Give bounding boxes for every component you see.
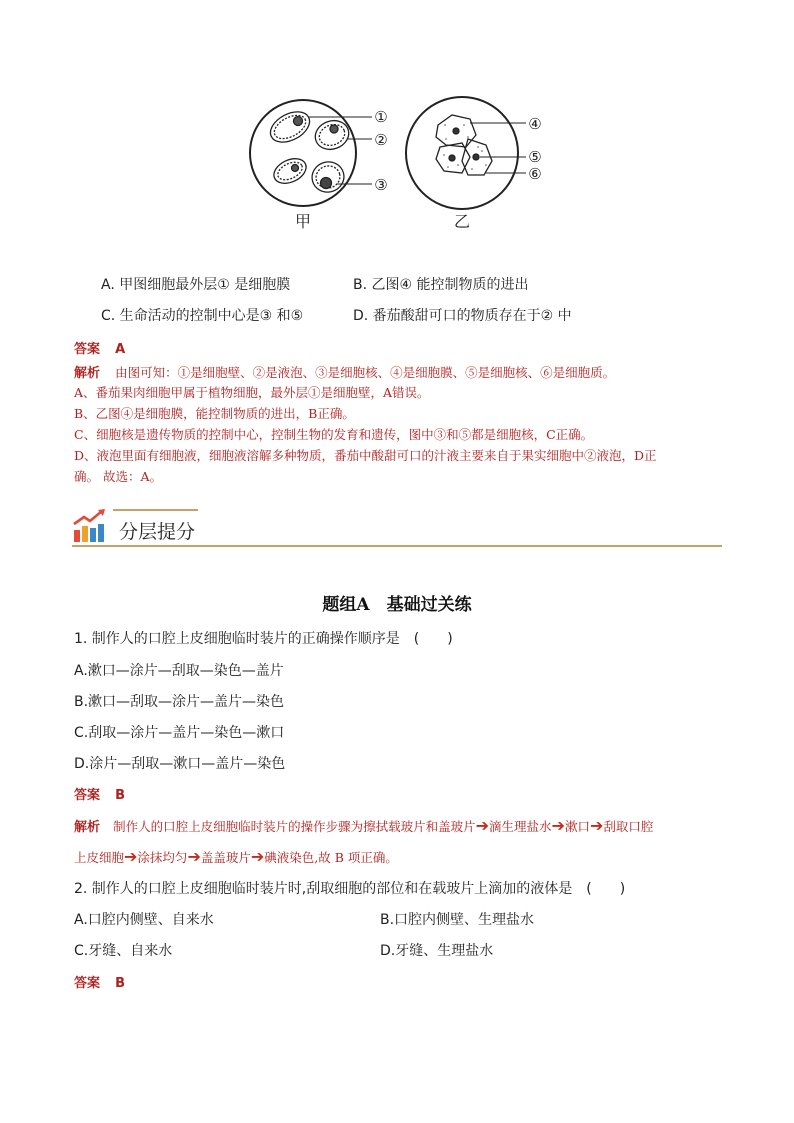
q1-option-b: B.漱口—刮取—涂片—盖片—染色 bbox=[74, 694, 285, 710]
answer-value: B bbox=[115, 788, 126, 803]
marker-4: ④ bbox=[528, 115, 542, 133]
human-cells bbox=[436, 115, 492, 175]
analysis-label: 解析 bbox=[74, 366, 101, 381]
marker-3: ③ bbox=[374, 176, 388, 194]
q0-option-c: C. 生命活动的控制中心是③ 和⑤ bbox=[101, 308, 304, 324]
q0-option-d: D. 番茄酸甜可口的物质存在于② 中 bbox=[353, 308, 572, 324]
analysis-text: 制作人的口腔上皮细胞临时装片的操作步骤为擦拭载玻片和盖玻片 bbox=[113, 819, 476, 834]
analysis-text: 碘液染色,故 B 项正确。 bbox=[264, 850, 398, 865]
arrow-icon: ➔ bbox=[187, 847, 201, 866]
cell-figure bbox=[240, 95, 560, 240]
analysis-text: 涂抹均匀 bbox=[137, 850, 188, 865]
q0-answer bbox=[74, 338, 125, 357]
q0-option-a: A. 甲图细胞最外层① 是细胞膜 bbox=[101, 277, 291, 293]
q2-option-d: D.牙缝、生理盐水 bbox=[380, 943, 494, 959]
analysis-line: 确。 故选：A。 bbox=[74, 469, 163, 484]
arrow-icon: ➔ bbox=[551, 816, 565, 835]
arrow-icon: ➔ bbox=[475, 816, 490, 835]
analysis-line: B、乙图④是细胞膜，能控制物质的进出，B正确。 bbox=[74, 406, 355, 421]
q2-answer bbox=[74, 972, 125, 991]
q2-stem: 2. 制作人的口腔上皮细胞临时装片时,刮取细胞的部位和在载玻片上滴加的液体是 ( ) bbox=[74, 881, 626, 897]
answer-value: B bbox=[115, 976, 126, 991]
q0-analysis bbox=[74, 362, 724, 488]
circle-jia bbox=[250, 100, 356, 206]
q1-answer bbox=[74, 784, 125, 803]
marker-2: ② bbox=[374, 131, 388, 149]
analysis-text: 盖盖玻片 bbox=[200, 850, 251, 865]
label-yi: 乙 bbox=[453, 212, 471, 231]
analysis-line: C、细胞核是遗传物质的控制中心，控制生物的发育和遗传，图中③和⑤都是细胞核，C正确。 bbox=[74, 427, 594, 442]
arrow-icon: ➔ bbox=[124, 847, 138, 866]
answer-label: 答案 bbox=[74, 342, 101, 357]
analysis-line: 由图可知：①是细胞壁、②是液泡、③是细胞核、④是细胞膜、⑤是细胞核、⑥是细胞质。 bbox=[115, 365, 616, 380]
section-bottom-rule bbox=[72, 545, 722, 547]
q1-option-a: A.漱口—涂片—刮取—染色—盖片 bbox=[74, 663, 284, 679]
answer-label: 答案 bbox=[74, 976, 101, 991]
plant-cells bbox=[265, 106, 352, 196]
analysis-text: 滴生理盐水 bbox=[489, 819, 552, 834]
arrow-icon: ➔ bbox=[250, 847, 265, 866]
q1-stem: 1. 制作人的口腔上皮细胞临时装片的正确操作顺序是 ( ) bbox=[74, 631, 453, 647]
q2-option-b: B.口腔内侧壁、生理盐水 bbox=[380, 912, 535, 928]
q1-option-c: C.刮取—涂片—盖片—染色—漱口 bbox=[74, 725, 285, 741]
q1-option-d: D.涂片—刮取—漱口—盖片—染色 bbox=[74, 756, 286, 772]
analysis-text: 漱口 bbox=[564, 819, 590, 834]
circle-yi bbox=[406, 97, 518, 209]
q1-analysis bbox=[74, 816, 724, 871]
label-jia: 甲 bbox=[294, 212, 312, 231]
group-title: 题组A 基础过关练 bbox=[322, 595, 472, 615]
analysis-text: 刮取口腔 bbox=[603, 819, 654, 834]
arrow-icon: ➔ bbox=[589, 816, 604, 835]
q0-option-b: B. 乙图④ 能控制物质的进出 bbox=[353, 277, 529, 293]
q2-option-a: A.口腔内侧壁、自来水 bbox=[74, 912, 214, 928]
answer-label: 答案 bbox=[74, 788, 101, 803]
analysis-text: 上皮细胞 bbox=[74, 850, 125, 865]
q2-option-c: C.牙缝、自来水 bbox=[74, 943, 173, 959]
analysis-line: A、番茄果肉细胞甲属于植物细胞，最外层①是细胞壁，A错误。 bbox=[74, 385, 430, 400]
marker-6: ⑥ bbox=[528, 165, 542, 183]
marker-1: ① bbox=[374, 108, 388, 126]
analysis-line: D、液泡里面有细胞液，细胞液溶解多种物质，番茄中酸甜可口的汁液主要来自于果实细胞中②液泡，D正 bbox=[74, 448, 657, 463]
chart-growth-icon bbox=[72, 508, 108, 544]
analysis-label: 解析 bbox=[74, 820, 101, 835]
section-top-rule bbox=[113, 509, 198, 511]
answer-value: A bbox=[115, 342, 126, 357]
marker-5: ⑤ bbox=[528, 148, 542, 166]
section-heading: 分层提分 bbox=[119, 521, 196, 543]
